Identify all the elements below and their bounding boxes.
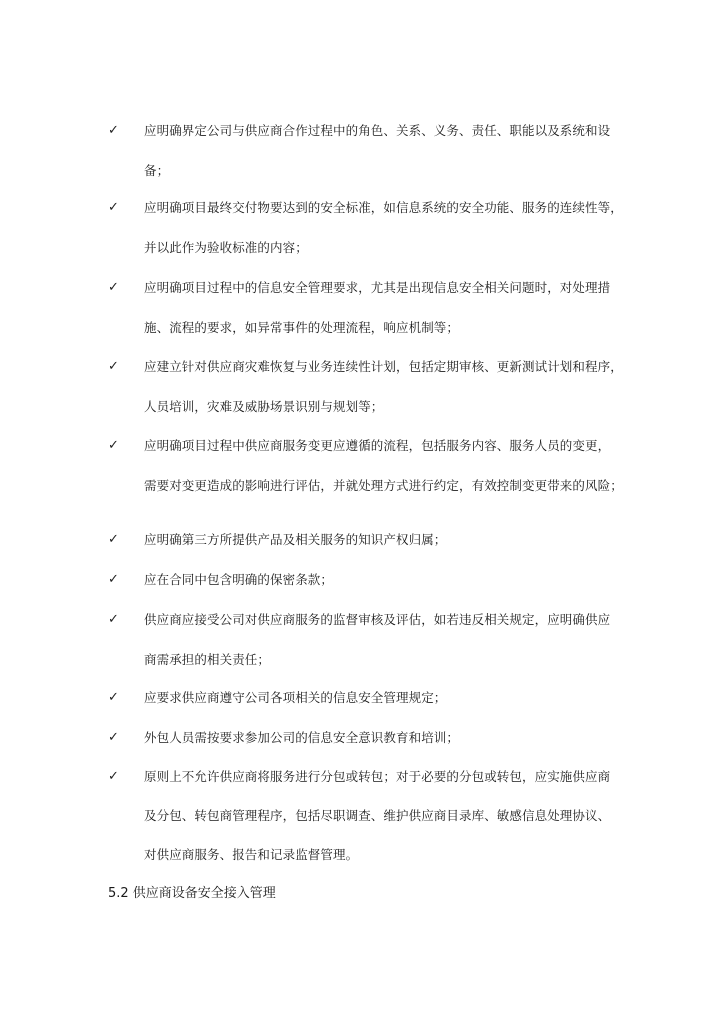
- list-item-text: 应明确项目过程中供应商服务变更应遵循的流程，包括服务内容、服务人员的变更，: [144, 438, 611, 453]
- list-item-text: 应明确项目最终交付物要达到的安全标准，如信息系统的安全功能、服务的连续性等，: [144, 200, 623, 215]
- list-item-text: 应建立针对供应商灾难恢复与业务连续性计划，包括定期审核、更新测试计划和程序，: [144, 359, 623, 374]
- check-mark-icon: ✓: [108, 730, 119, 745]
- list-item-text: 应要求供应商遵守公司各项相关的信息安全管理规定；: [144, 690, 447, 705]
- check-mark-icon: ✓: [108, 690, 119, 705]
- list-item-text: 原则上不允许供应商将服务进行分包或转包；对于必要的分包或转包，应实施供应商: [144, 769, 611, 784]
- list-item-text: 并以此作为验收标准的内容；: [144, 240, 308, 255]
- check-mark-icon: ✓: [108, 532, 119, 547]
- list-item-text: 商需承担的相关责任；: [144, 652, 271, 667]
- list-item-text: 供应商应接受公司对供应商服务的监督审核及评估，如若违反相关规定，应明确供应: [144, 612, 611, 627]
- section-heading: 5.2 供应商设备安全接入管理: [108, 886, 276, 901]
- list-item-text: 人员培训，灾难及威胁场景识别与规划等；: [144, 399, 384, 414]
- check-mark-icon: ✓: [108, 123, 119, 138]
- list-item-text: 应明确界定公司与供应商合作过程中的角色、关系、义务、责任、职能以及系统和设: [144, 123, 611, 138]
- list-item-text: 施、流程的要求，如异常事件的处理流程，响应机制等；: [144, 320, 460, 335]
- list-item-text: 对供应商服务、报告和记录监督管理。: [144, 847, 359, 862]
- check-mark-icon: ✓: [108, 359, 119, 374]
- check-mark-icon: ✓: [108, 438, 119, 453]
- check-mark-icon: ✓: [108, 612, 119, 627]
- list-item-text: 及分包、转包商管理程序，包括尽职调查、维护供应商目录库、敏感信息处理协议、: [144, 808, 611, 823]
- list-item-text: 应明确项目过程中的信息安全管理要求，尤其是出现信息安全相关问题时，对处理措: [144, 280, 611, 295]
- list-item-text: 外包人员需按要求参加公司的信息安全意识教育和培训；: [144, 730, 460, 745]
- list-item-text: 需要对变更造成的影响进行评估，并就处理方式进行约定，有效控制变更带来的风险；: [144, 478, 623, 493]
- list-item-text: 应在合同中包含明确的保密条款；: [144, 572, 334, 587]
- list-item-text: 应明确第三方所提供产品及相关服务的知识产权归属；: [144, 532, 447, 547]
- check-mark-icon: ✓: [108, 200, 119, 215]
- check-mark-icon: ✓: [108, 769, 119, 784]
- list-item-text: 备；: [144, 163, 170, 178]
- check-mark-icon: ✓: [108, 572, 119, 587]
- check-mark-icon: ✓: [108, 280, 119, 295]
